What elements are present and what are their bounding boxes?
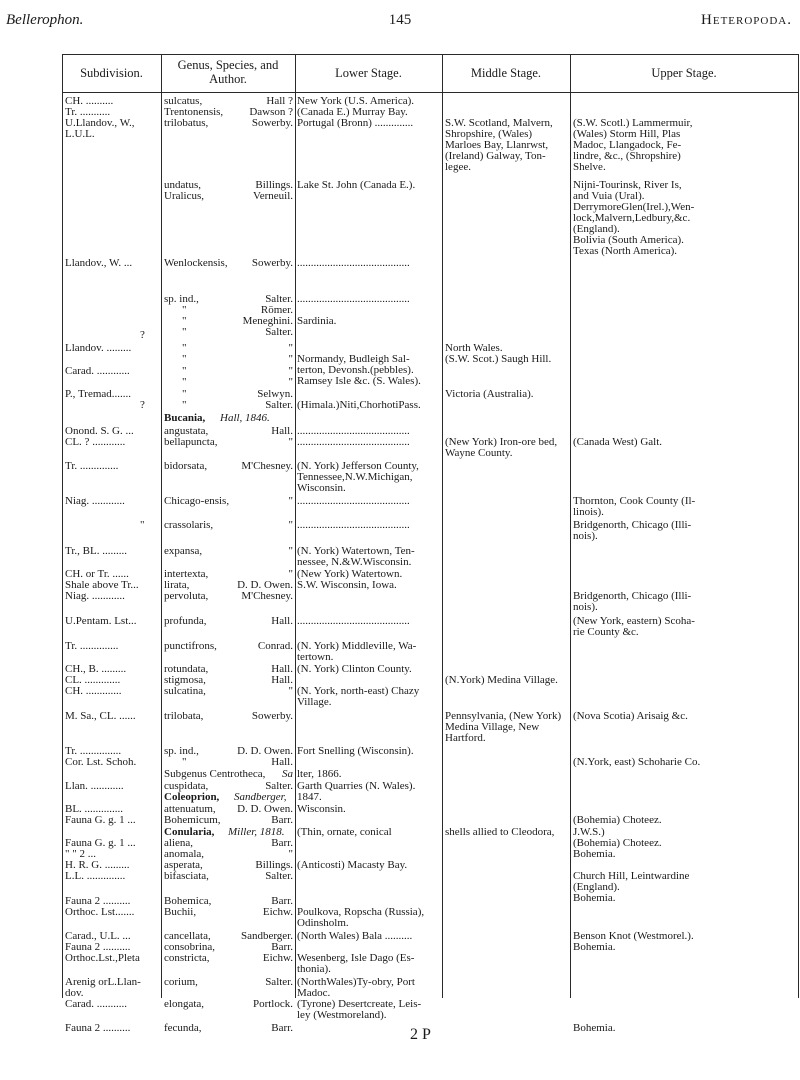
species-name: sp. ind., — [164, 293, 199, 305]
species-author: D. D. Owen. — [237, 803, 293, 815]
lower-stage-cell: ......................................... — [297, 495, 410, 507]
lower-stage-cell: ley (Westmoreland). — [297, 1009, 387, 1021]
upper-stage-cell: lock,Malvern,Ledbury,&c. — [573, 212, 691, 224]
upper-stage-cell: nois). — [573, 601, 598, 613]
subdivision-cell: Fauna 2 .......... — [65, 1022, 131, 1034]
species-author: Hall. — [271, 425, 293, 437]
middle-stage-cell: Pennsylvania, (New York) — [445, 710, 562, 722]
lower-stage-cell: Village. — [297, 696, 332, 708]
species-author: Römer. — [260, 304, 293, 316]
species-author: " — [288, 436, 293, 448]
species-name: aliena, — [164, 837, 194, 849]
species-name: asperata, — [164, 859, 203, 871]
lower-stage-cell: ......................................... — [297, 293, 410, 305]
lower-stage-cell: Wisconsin. — [297, 482, 346, 494]
subdivision-cell: dov. — [65, 987, 84, 999]
species-author: Barr. — [271, 895, 293, 907]
fossil-table — [62, 54, 799, 1034]
species-author: M'Chesney. — [241, 590, 293, 602]
species-author: Salter. — [265, 780, 293, 792]
subdivision-cell: Niag. ............ — [65, 590, 125, 602]
lower-stage-cell: Sardinia. — [297, 315, 337, 327]
species-name: constricta, — [164, 952, 210, 964]
species-name: sulcatus, — [164, 95, 203, 107]
genus-author: Sandberger, — [234, 791, 287, 803]
lower-stage-cell: ......................................... — [297, 615, 410, 627]
subdivision-cell: P., Tremad....... — [65, 388, 132, 400]
species-author: Salter. — [265, 976, 293, 988]
upper-stage-cell: Nijni-Tourinsk, River Is, — [573, 179, 682, 191]
species-author: " — [288, 495, 293, 507]
upper-stage-cell: Benson Knot (Westmorel.). — [573, 930, 694, 942]
middle-stage-cell: (N.York) Medina Village. — [445, 674, 558, 686]
lower-stage-cell: ......................................... — [297, 257, 410, 269]
species-author: " — [288, 685, 293, 697]
upper-stage-cell: (Canada West) Galt. — [573, 436, 663, 448]
upper-stage-cell: (S.W. Scotl.) Lammermuir, — [573, 117, 693, 129]
species-author: Verneuil. — [252, 190, 293, 202]
subdivision-cell: Llan. ............ — [65, 780, 124, 792]
column-header-middle: Middle Stage. — [470, 66, 542, 80]
subdivision-cell: Orthoc. Lst....... — [65, 906, 135, 918]
upper-stage-cell: (New York, eastern) Scoha- — [573, 615, 695, 627]
species-author: Billings. — [255, 179, 293, 191]
species-author: Salter. — [265, 293, 293, 305]
middle-stage-cell: shells allied to Cleodora, — [445, 826, 555, 838]
subdivision-cell: Carad. ............ — [65, 365, 130, 377]
species-name: corium, — [164, 976, 198, 988]
species-name: Chicago-ensis, — [164, 495, 230, 507]
lower-stage-cell: terton, Devonsh.(pebbles). — [297, 364, 414, 376]
lower-stage-cell: (New York) Watertown. — [297, 568, 403, 580]
middle-stage-cell: Shropshire, (Wales) — [445, 128, 533, 140]
species-author: " — [288, 342, 293, 354]
upper-stage-cell: Thornton, Cook County (Il- — [573, 495, 696, 507]
subdivision-cell: L.L. .............. — [65, 870, 126, 882]
lower-stage-cell: Wisconsin. — [297, 803, 346, 815]
table-rule — [295, 54, 296, 998]
species-author: Meneghini. — [242, 315, 293, 327]
upper-stage-cell: (N.York, east) Schoharie Co. — [573, 756, 701, 768]
species-author: " — [288, 353, 293, 365]
subdivision-cell: CL. ? ............ — [65, 436, 126, 448]
subdivision-cell: Fauna 2 .......... — [65, 895, 131, 907]
table-rule — [442, 54, 443, 998]
lower-stage-cell: (Thin, ornate, conical — [297, 826, 392, 838]
subdivision-cell: Orthoc.Lst.,Pleta — [65, 952, 140, 964]
species-name: cuspidata, — [164, 780, 209, 792]
species-author: Barr. — [271, 837, 293, 849]
lower-stage-cell: Fort Snelling (Wisconsin). — [297, 745, 414, 757]
upper-stage-cell: Bridgenorth, Chicago (Illi- — [573, 519, 692, 531]
signature-mark: 2 P — [410, 1026, 431, 1043]
upper-stage-cell: (England). — [573, 881, 620, 893]
lower-stage-cell: Odinsholm. — [297, 917, 349, 929]
species-author: Hall. — [271, 663, 293, 675]
column-header-subdivision: Subdivision. — [80, 66, 143, 80]
species-name: " — [182, 304, 187, 316]
subdivision-cell: U.Llandov., W., — [65, 117, 135, 129]
species-author: Sandberger. — [240, 930, 293, 942]
species-author: Hall. — [271, 674, 293, 686]
subdivision-cell: Niag. ............ — [65, 495, 125, 507]
table-rule — [161, 54, 162, 998]
lower-stage-cell: Garth Quarries (N. Wales). — [297, 780, 416, 792]
table-rule — [570, 54, 571, 998]
species-name: undatus, — [164, 179, 201, 191]
subgenus-name: Subgenus Centrotheca, — [164, 768, 266, 780]
species-name: " — [182, 365, 187, 377]
species-author: Salter. — [265, 326, 293, 338]
species-author: Selwyn. — [257, 388, 293, 400]
lower-stage-cell: Normandy, Budleigh Sal- — [297, 353, 410, 365]
upper-stage-cell: Church Hill, Leintwardine — [573, 870, 690, 882]
species-name: " — [182, 353, 187, 365]
subdivision-cell: CH. or Tr. ...... — [65, 568, 129, 580]
species-author: Barr. — [271, 1022, 293, 1034]
upper-stage-cell: (Bohemia) Choteez. — [573, 837, 662, 849]
middle-stage-cell: Victoria (Australia). — [445, 388, 534, 400]
subdivision-cell: H. R. G. ......... — [65, 859, 130, 871]
species-author: Hall. — [271, 615, 293, 627]
species-name: lirata, — [164, 579, 190, 591]
middle-stage-cell: legee. — [445, 161, 471, 173]
species-name: crassolaris, — [164, 519, 214, 531]
species-name: profunda, — [164, 615, 207, 627]
upper-stage-cell: Bohemia. — [573, 941, 616, 953]
middle-stage-cell: Medina Village, New — [445, 721, 540, 733]
species-author: Salter. — [265, 870, 293, 882]
subdivision-cell: " " 2 ... — [65, 848, 96, 860]
species-author: " — [288, 568, 293, 580]
subdivision-cell: L.U.L. — [65, 128, 95, 140]
species-author: Hall. — [271, 756, 293, 768]
species-author: Salter. — [265, 399, 293, 411]
species-author: D. D. Owen. — [237, 579, 293, 591]
subdivision-cell: Tr. ........... — [65, 106, 111, 118]
lower-stage-cell: (Himala.)Niti,ChorhotiPass. — [297, 399, 421, 411]
species-name: Buchii, — [164, 906, 197, 918]
upper-stage-cell: rie County &c. — [573, 626, 639, 638]
species-name: consobrina, — [164, 941, 216, 953]
lower-stage-cell: (NorthWales)Ty-obry, Port — [297, 976, 415, 988]
page-number: 145 — [388, 12, 412, 28]
species-name: pervoluta, — [164, 590, 209, 602]
middle-stage-cell: Hartford. — [445, 732, 486, 744]
lower-stage-cell: Ramsey Isle &c. (S. Wales). — [297, 375, 421, 387]
subdivision-cell: Cor. Lst. Schoh. — [65, 756, 137, 768]
species-name: Trentonensis, — [164, 106, 224, 118]
middle-stage-cell: (Ireland) Galway, Ton- — [445, 150, 546, 162]
lower-stage-cell: Tennessee,N.W.Michigan, — [297, 471, 413, 483]
species-author: " — [288, 848, 293, 860]
lower-stage-cell: (North Wales) Bala .......... — [297, 930, 413, 942]
upper-stage-cell: (Nova Scotia) Arisaig &c. — [573, 710, 688, 722]
species-author: Barr. — [271, 814, 293, 826]
subdivision-cell: CH. ............. — [65, 685, 122, 697]
genus-name: Coleoprion, — [164, 791, 220, 803]
lower-stage-cell: (N. York) Middleville, Wa- — [297, 640, 417, 652]
species-name: " — [182, 399, 187, 411]
table-rule — [62, 92, 799, 93]
lower-stage-cell: (N. York) Jefferson County, — [297, 460, 419, 472]
upper-stage-cell: nois). — [573, 530, 598, 542]
table-rule — [798, 54, 799, 998]
subdivision-cell: Llandov. ......... — [65, 342, 132, 354]
upper-stage-cell: J.W.S.) — [573, 826, 605, 838]
upper-stage-cell: Bohemia. — [573, 1022, 616, 1034]
species-name: attenuatum, — [164, 803, 216, 815]
species-name: Uralicus, — [164, 190, 205, 202]
upper-stage-cell: Texas (North America). — [573, 245, 677, 257]
lower-stage-cell: lter, 1866. — [297, 768, 342, 780]
species-name: sp. ind., — [164, 745, 199, 757]
genus-name: Conularia, — [164, 826, 215, 838]
running-head-right: Heteropoda. — [701, 12, 792, 28]
genus-name: Bucania, — [164, 412, 206, 424]
subdivision-cell: Carad. ........... — [65, 998, 128, 1010]
column-header-lower: Lower Stage. — [335, 66, 402, 80]
upper-stage-cell: (Bohemia) Choteez. — [573, 814, 662, 826]
subdivision-cell: Carad., U.L. ... — [65, 930, 131, 942]
species-author: " — [288, 519, 293, 531]
species-name: sulcatina, — [164, 685, 206, 697]
species-author: " — [288, 545, 293, 557]
species-author: Eichw. — [262, 906, 293, 918]
lower-stage-cell: Madoc. — [297, 987, 331, 999]
species-author: Barr. — [271, 941, 293, 953]
lower-stage-cell: New York (U.S. America). — [297, 95, 415, 107]
genus-author: Miller, 1818. — [228, 826, 285, 838]
subdivision-cell: Llandov., W. ... — [65, 257, 133, 269]
species-name: bellapuncta, — [164, 436, 218, 448]
subdivision-cell: ? — [140, 399, 145, 411]
subgenus-author: Sa — [282, 768, 293, 780]
subdivision-cell: Tr. .............. — [65, 640, 119, 652]
species-name: punctifrons, — [164, 640, 217, 652]
lower-stage-cell: thonia). — [297, 963, 331, 975]
species-author: Dawson ? — [249, 106, 293, 118]
subdivision-cell: ? — [140, 329, 145, 341]
subdivision-cell: CH. .......... — [65, 95, 114, 107]
middle-stage-cell: Wayne County. — [445, 447, 513, 459]
lower-stage-cell: S.W. Wisconsin, Iowa. — [297, 579, 397, 591]
subdivision-cell: BL. .............. — [65, 803, 124, 815]
species-author: Eichw. — [262, 952, 293, 964]
lower-stage-cell: tertown. — [297, 651, 334, 663]
middle-stage-cell: (New York) Iron-ore bed, — [445, 436, 558, 448]
column-header-genus: Genus, Species, and Author. — [177, 58, 279, 86]
species-name: " — [182, 315, 187, 327]
subdivision-cell: CL. ............. — [65, 674, 121, 686]
upper-stage-cell: Shelve. — [573, 161, 606, 173]
lower-stage-cell: (Anticosti) Macasty Bay. — [297, 859, 408, 871]
species-author: D. D. Owen. — [237, 745, 293, 757]
subdivision-cell: Tr., BL. ......... — [65, 545, 127, 557]
species-author: Hall ? — [266, 95, 293, 107]
species-name: fecunda, — [164, 1022, 202, 1034]
subdivision-cell: Tr. ............... — [65, 745, 122, 757]
upper-stage-cell: linois). — [573, 506, 604, 518]
species-author: Sowerby. — [251, 257, 293, 269]
subdivision-cell: Shale above Tr... — [65, 579, 139, 591]
species-name: bidorsata, — [164, 460, 208, 472]
genus-author: Hall, 1846. — [220, 412, 270, 424]
species-name: Bohemicum, — [164, 814, 221, 826]
species-name: stigmosa, — [164, 674, 206, 686]
species-name: trilobata, — [164, 710, 204, 722]
upper-stage-cell: (Wales) Storm Hill, Plas — [573, 128, 681, 140]
upper-stage-cell: Bolivia (South America). — [573, 234, 684, 246]
table-rule — [62, 54, 799, 55]
species-author: " — [288, 365, 293, 377]
species-author: Conrad. — [257, 640, 293, 652]
lower-stage-cell: ......................................... — [297, 436, 410, 448]
species-name: expansa, — [164, 545, 203, 557]
subdivision-cell: Fauna 2 .......... — [65, 941, 131, 953]
upper-stage-cell: Bohemia. — [573, 892, 616, 904]
species-name: " — [182, 376, 187, 388]
subdivision-cell: Onond. S. G. ... — [65, 425, 134, 437]
species-name: rotundata, — [164, 663, 209, 675]
upper-stage-cell: lindre, &c., (Shropshire) — [573, 150, 681, 162]
species-author: Sowerby. — [251, 710, 293, 722]
table-rule — [62, 54, 63, 998]
species-name: cancellata, — [164, 930, 211, 942]
lower-stage-cell: Portugal (Bronn) .............. — [297, 117, 414, 129]
subdivision-cell: CH., B. ......... — [65, 663, 127, 675]
species-name: angustata, — [164, 425, 209, 437]
species-name: " — [182, 326, 187, 338]
species-name: Bohemica, — [164, 895, 212, 907]
subdivision-cell: U.Pentam. Lst... — [65, 615, 137, 627]
species-name: anomala, — [164, 848, 205, 860]
species-author: M'Chesney. — [241, 460, 293, 472]
column-header-upper: Upper Stage. — [651, 66, 717, 80]
lower-stage-cell: Poulkova, Ropscha (Russia), — [297, 906, 425, 918]
upper-stage-cell: Madoc, Llangadock, Fe- — [573, 139, 682, 151]
lower-stage-cell: nessee, N.&W.Wisconsin. — [297, 556, 412, 568]
lower-stage-cell: ......................................... — [297, 519, 410, 531]
upper-stage-cell: Bohemia. — [573, 848, 616, 860]
running-head-left: Bellerophon. — [6, 12, 84, 28]
middle-stage-cell: Marloes Bay, Llanrwst, — [445, 139, 549, 151]
lower-stage-cell: ......................................... — [297, 425, 410, 437]
species-name: " — [182, 756, 187, 768]
lower-stage-cell: (N. York) Watertown, Ten- — [297, 545, 415, 557]
middle-stage-cell: North Wales. — [445, 342, 503, 354]
species-author: Portlock. — [252, 998, 293, 1010]
species-author: Billings. — [255, 859, 293, 871]
upper-stage-cell: (England). — [573, 223, 620, 235]
species-name: " — [182, 388, 187, 400]
lower-stage-cell: (N. York, north-east) Chazy — [297, 685, 420, 697]
middle-stage-cell: (S.W. Scot.) Saugh Hill. — [445, 353, 552, 365]
lower-stage-cell: (Tyrone) Desertcreate, Leis- — [297, 998, 422, 1010]
subdivision-cell: Fauna G. g. 1 ... — [65, 837, 136, 849]
upper-stage-cell: and Vuia (Ural). — [573, 190, 645, 202]
middle-stage-cell: S.W. Scotland, Malvern, — [445, 117, 553, 129]
subdivision-cell: Tr. .............. — [65, 460, 119, 472]
species-name: Wenlockensis, — [164, 257, 228, 269]
upper-stage-cell: Bridgenorth, Chicago (Illi- — [573, 590, 692, 602]
species-name: elongata, — [164, 998, 205, 1010]
species-name: " — [182, 342, 187, 354]
lower-stage-cell: Lake St. John (Canada E.). — [297, 179, 416, 191]
species-author: " — [288, 376, 293, 388]
lower-stage-cell: 1847. — [297, 791, 322, 803]
subdivision-cell: M. Sa., CL. ...... — [65, 710, 136, 722]
subdivision-cell: Fauna G. g. 1 ... — [65, 814, 136, 826]
species-name: intertexta, — [164, 568, 209, 580]
species-author: Sowerby. — [251, 117, 293, 129]
page-header — [0, 10, 800, 34]
species-name: trilobatus, — [164, 117, 209, 129]
species-name: bifasciata, — [164, 870, 209, 882]
lower-stage-cell: (N. York) Clinton County. — [297, 663, 412, 675]
subdivision-cell: " — [140, 519, 145, 531]
upper-stage-cell: DerrymoreGlen(Irel.),Wen- — [573, 201, 695, 213]
subdivision-cell: Arenig orL.Llan- — [65, 976, 141, 988]
lower-stage-cell: (Canada E.) Murray Bay. — [297, 106, 408, 118]
lower-stage-cell: Wesenberg, Isle Dago (Es- — [297, 952, 415, 964]
